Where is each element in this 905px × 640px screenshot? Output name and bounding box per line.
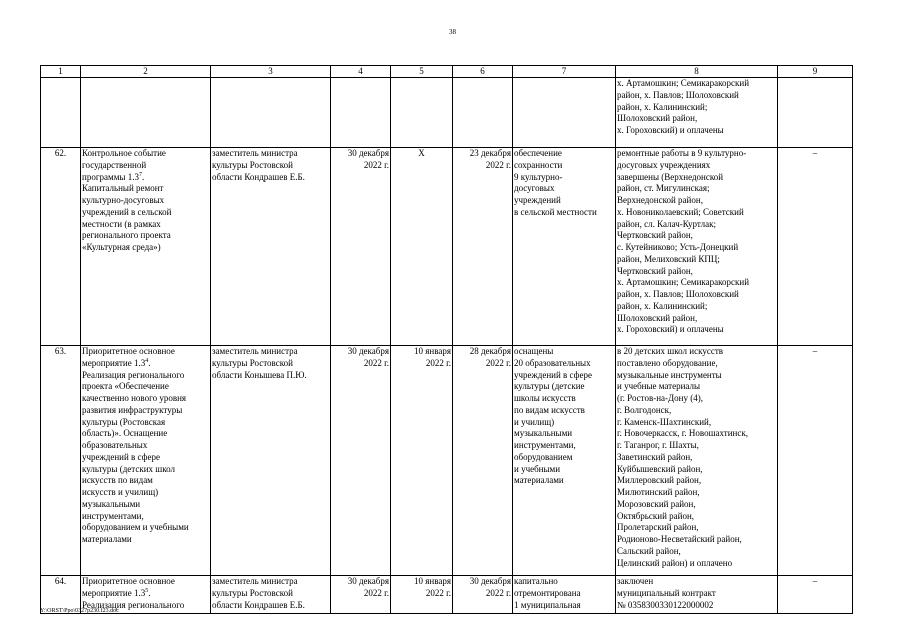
problem-cell: –	[778, 148, 853, 346]
column-header: 2	[81, 66, 211, 78]
column-number-row	[41, 66, 853, 78]
table-row-62	[41, 148, 853, 346]
table-row-64	[41, 576, 853, 614]
file-path-footer: Y:\ORST\Ppo\0327p230.f23.doc	[40, 608, 119, 614]
column-header: 6	[453, 66, 513, 78]
column-header: 5	[391, 66, 453, 78]
problem-cell: –	[778, 576, 853, 614]
responsible-cell: заместитель министра культуры Ростовской области Конышева П.Ю.	[211, 346, 331, 576]
result-cell: х. Артамошкин; Семикаракорский район, х. Павлов; Шолоховский район, х. Калининский; Шолоховский район, х. Гороховский) и оплачены	[616, 78, 778, 148]
planned-date-cell: 30 декабря 2022 г.	[331, 346, 391, 576]
event-name-cell: Приоритетное основное мероприятие $1.3^5$. Реализация регионального	[81, 576, 211, 614]
planned-date-cell: 30 декабря 2022 г.	[331, 148, 391, 346]
column-header: 1	[41, 66, 81, 78]
row-number: 62.	[41, 148, 81, 346]
event-name-cell: Контрольное событие государственной программы $1.3^7$. Капитальный ремонт культурно-досуговых учреждений в сельской местности (в рамках регионального проекта «Культурная среда»)	[81, 148, 211, 346]
plan-table	[40, 65, 853, 614]
expected-result-cell: капитально отремонтирована 1 муниципальная	[513, 576, 616, 614]
result-cell: ремонтные работы в 9 культурно- досуговых учреждениях завершены (Верхнедонской район, ст. Мигулинская; Верхнедонской район, х. Новониколаевский; Советский район, сл. Калач-Куртлак; Чертковский район, с. Кутейниково; Усть-Донецкий район, Мелиховский КПЦ; Чертковский район, х. Артамошкин; Семикаракорский район, х. Павлов; Шолоховский район, х. Калининский; Шолоховский район, х. Гороховский) и оплачены	[616, 148, 778, 346]
actual-date-cell: 28 декабря 2022 г.	[453, 346, 513, 576]
column-header: 4	[331, 66, 391, 78]
actual-date-cell: 30 декабря 2022 г.	[453, 576, 513, 614]
responsible-cell: заместитель министра культуры Ростовской области Кондрашев Е.Б.	[211, 148, 331, 346]
start-date-cell: Х	[391, 148, 453, 346]
page-number: 38	[449, 28, 456, 36]
column-header: 8	[616, 66, 778, 78]
start-date-cell: 10 января 2022 г.	[391, 576, 453, 614]
expected-result-cell: оснащены 20 образовательных учреждений в сфере культуры (детские школы искусств по видам искусств и училищ) музыкальными инструментами, оборудованием и учебными материалами	[513, 346, 616, 576]
table-row-63	[41, 346, 853, 576]
column-header: 3	[211, 66, 331, 78]
start-date-cell: 10 января 2022 г.	[391, 346, 453, 576]
result-cell: в 20 детских школ искусств поставлено оборудование, музыкальные инструменты и учебные материалы (г. Ростов-на-Дону (4), г. Волгодонск, г. Каменск-Шахтинский, г. Новочеркасск, г. Новошахтинск, г. Таганрог, г. Шахты, Заветинский район, Куйбышевский район, Миллеровский район, Милютинский район, Морозовский район, Октябрьский район, Пролетарский район, Родионово-Несветайский район, Сальский район, Целинский район) и оплачено	[616, 346, 778, 576]
column-header: 9	[778, 66, 853, 78]
row-number: 63.	[41, 346, 81, 576]
problem-cell: –	[778, 346, 853, 576]
row-number: 64.	[41, 576, 81, 614]
event-name-cell: Приоритетное основное мероприятие $1.3^4$. Реализация регионального проекта «Обеспечение качественно нового уровня развития инфраструктуры культуры (Ростовская область)». Оснащение образовательных учреждений в сфере культуры (детских школ искусств по видам искусств и училищ) музыкальными инструментами, оборудованием и учебными материалами	[81, 346, 211, 576]
responsible-cell: заместитель министра культуры Ростовской области Кондрашев Е.Б.	[211, 576, 331, 614]
expected-result-cell: обеспечение сохранности 9 культурно- досуговых учреждений в сельской местности	[513, 148, 616, 346]
column-header: 7	[513, 66, 616, 78]
table-row-continuation	[41, 78, 853, 148]
result-cell: заключен муниципальный контракт № 0358300330122000002	[616, 576, 778, 614]
actual-date-cell: 23 декабря 2022 г.	[453, 148, 513, 346]
planned-date-cell: 30 декабря 2022 г.	[331, 576, 391, 614]
